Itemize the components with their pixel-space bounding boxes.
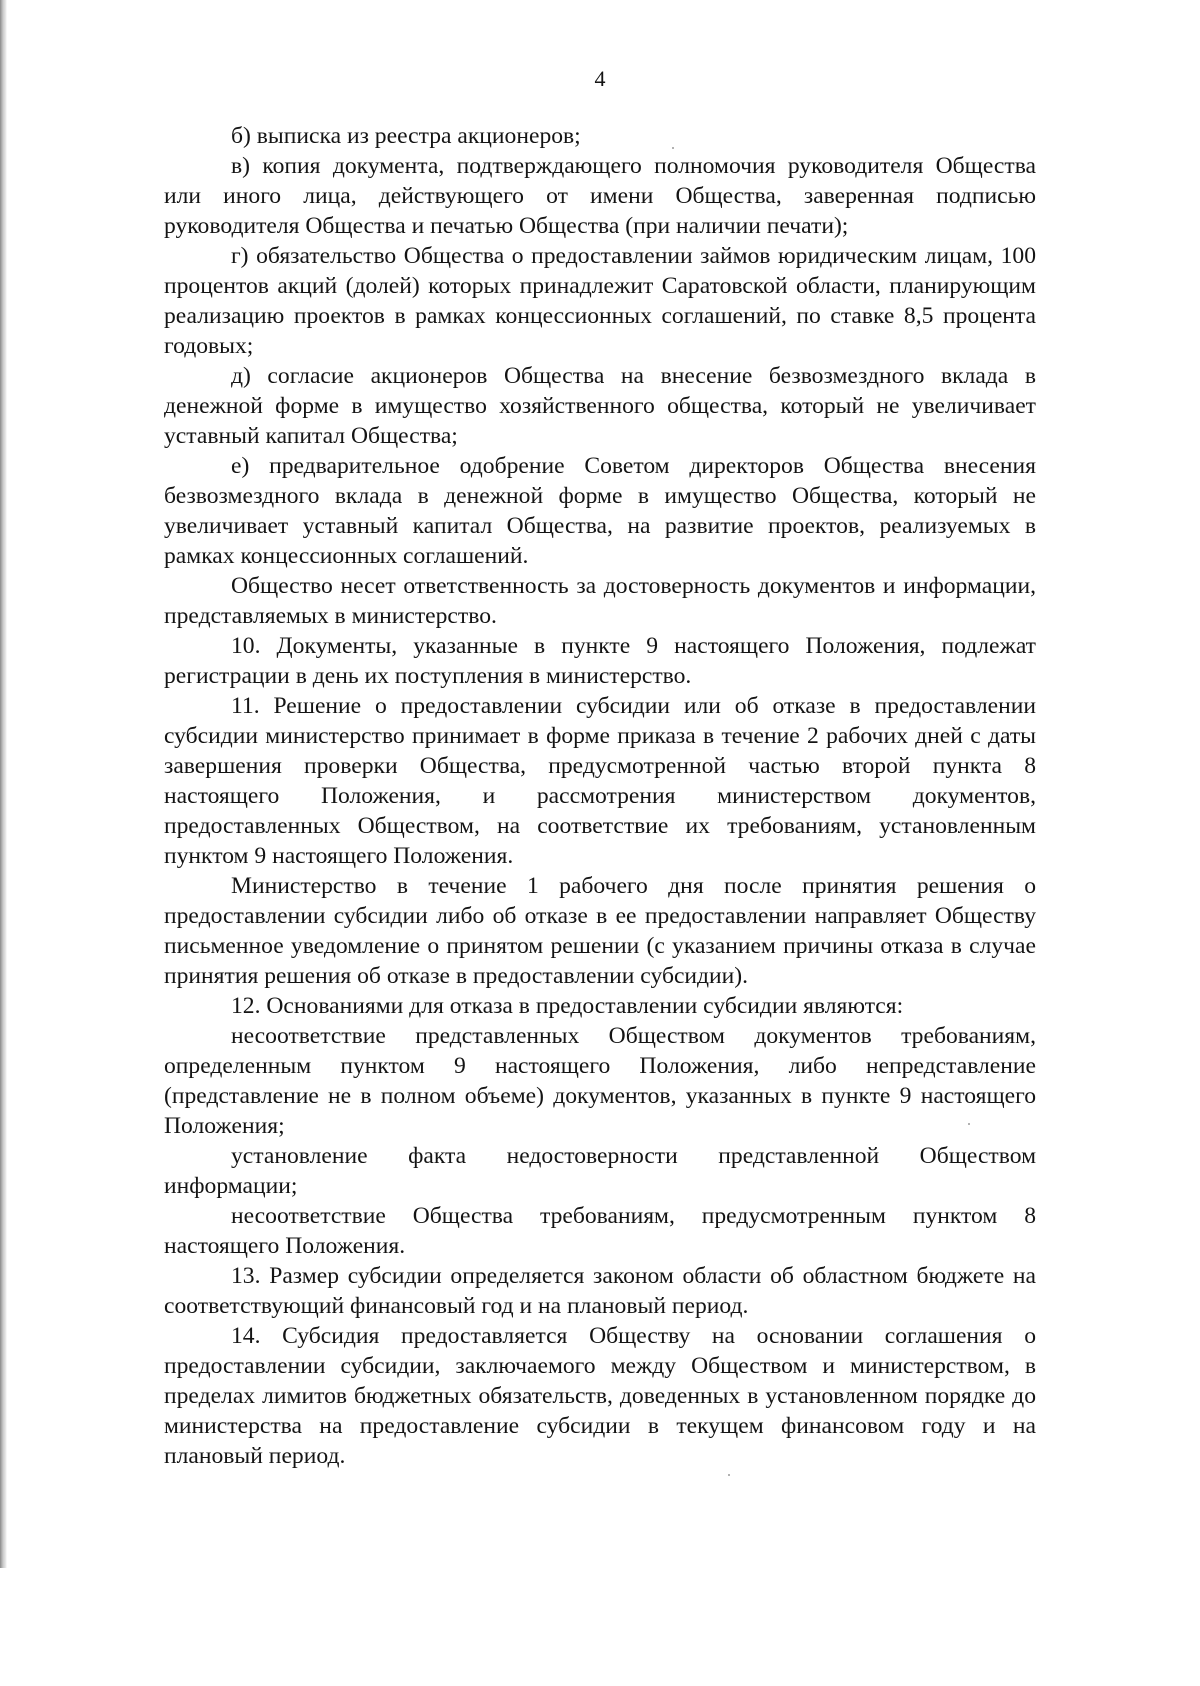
paragraph-g-loan-obligation: г) обязательство Общества о предоставлении займов юридическим лицам, 100 процентов акций (долей) которых принадлежит Саратовской области, планирующим реализацию проектов в рамках концессионных соглашений, по ставке 8,5 процента годовых; [164,243,1036,359]
paragraph-b-shareholder-register: б) выписка из реестра акционеров; [231,123,581,149]
paragraph-e-board-approval: е) предварительное одобрение Советом директоров Общества внесения безвозмездного вклада в денежной форме в имущество Общества, который не увеличивает уставный капитал Общества, на развитие проектов, реализуемых в рамках концессионных соглашений. [164,453,1036,569]
paragraph-11-decision: 11. Решение о предоставлении субсидии или об отказе в предоставлении субсидии министерство принимает в форме приказа в течение 2 рабочих дней с даты завершения проверки Общества, предусмотренной частью второй пункта 8 настоящего Положения, и рассмотрения министерством документов, предоставленных Обществом, на соответствие их требованиям, установленным пунктом 9 настоящего Положения. [164,693,1036,869]
paragraph-13-subsidy-amount: 13. Размер субсидии определяется законом области об областном бюджете на соответствующий финансовый год и на плановый период. [164,1263,1036,1319]
paragraph-refusal-ground-documents: несоответствие представленных Обществом документов требованиям, определенным пунктом 9 настоящего Положения, либо непредставление (представление не в полном объеме) документов, указанных в пункте 9 настоящего Положения; [164,1023,1036,1139]
paragraph-10-registration: 10. Документы, указанные в пункте 9 настоящего Положения, подлежат регистрации в день их поступления в министерство. [164,633,1036,689]
paragraph-responsibility: Общество несет ответственность за достоверность документов и информации, представляемых в министерство. [164,573,1036,629]
paragraph-d-shareholder-consent: д) согласие акционеров Общества на внесение безвозмездного вклада в денежной форме в имущество хозяйственного общества, который не увеличивает уставный капитал Общества; [164,363,1036,449]
document-body [164,121,1036,1471]
paragraph-14-subsidy-agreement: 14. Субсидия предоставляется Обществу на основании соглашения о предоставлении субсидии, заключаемого между Обществом и министерством, в пределах лимитов бюджетных обязательств, доведенных в установленном порядке до министерства на предоставление субсидии в текущем финансовом году и на плановый период. [164,1323,1036,1469]
scan-edge-shadow [0,0,7,1568]
paragraph-ministry-notification: Министерство в течение 1 рабочего дня после принятия решения о предоставлении субсидии либо об отказе в ее предоставлении направляет Обществу письменное уведомление о принятом решении (с указанием причины отказа в случае принятия решения об отказе в предоставлении субсидии). [164,873,1036,989]
paragraph-v-authority-document: в) копия документа, подтверждающего полномочия руководителя Общества или иного лица, действующего от имени Общества, заверенная подписью руководителя Общества и печатью Общества (при наличии печати); [164,153,1036,239]
paragraph-refusal-ground-requirements: несоответствие Общества требованиям, предусмотренным пунктом 8 настоящего Положения. [164,1203,1036,1259]
page-number: 4 [594,66,606,91]
paragraph-12-refusal-grounds: 12. Основаниями для отказа в предоставлении субсидии являются: [231,993,904,1019]
scan-speck [728,1474,730,1476]
paragraph-refusal-ground-false-info: установление факта недостоверности представленной Обществом информации; [164,1143,1036,1199]
